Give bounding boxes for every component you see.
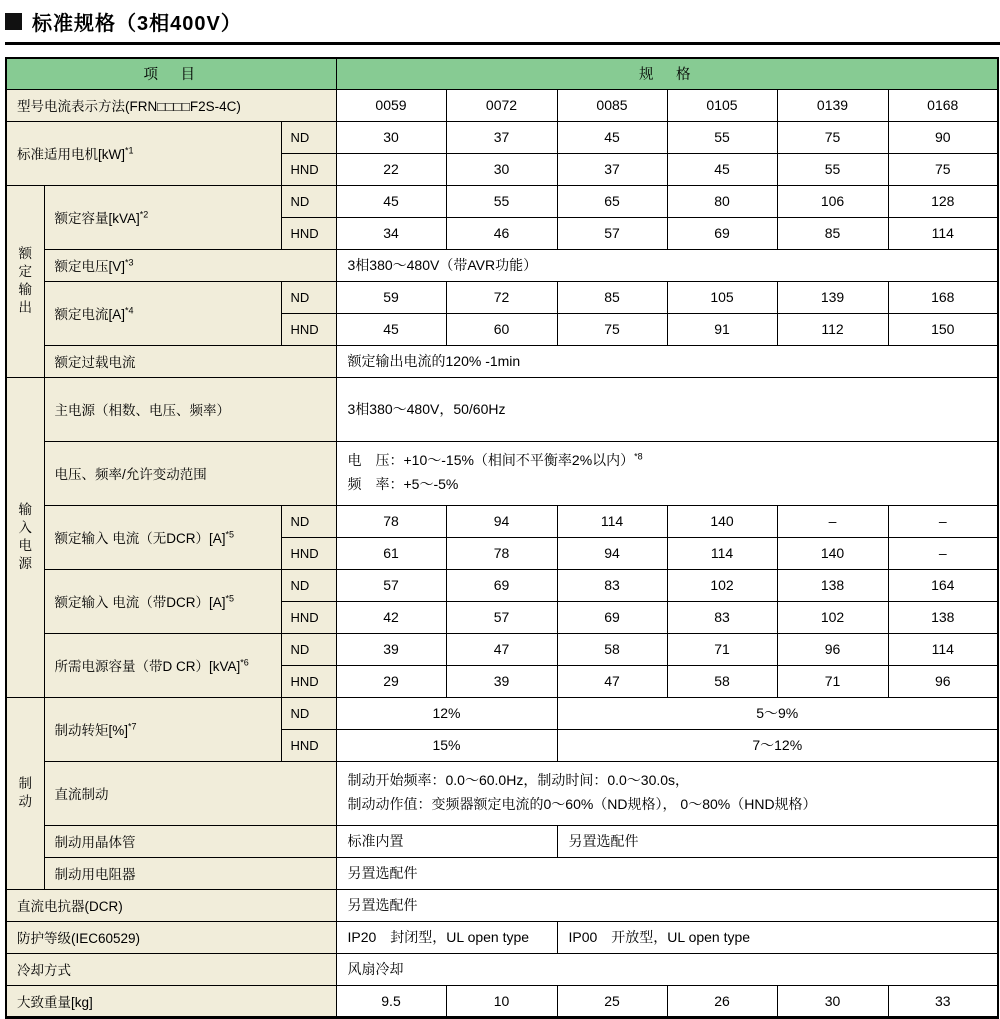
nd-cell: ND (281, 633, 336, 665)
value-brake-torque-nd-left: 12% (336, 697, 557, 729)
value-cell: – (888, 537, 998, 569)
value-brake-torque-nd-right: 5～9% (557, 697, 998, 729)
value-cell: 33 (888, 985, 998, 1017)
footnote-ref: *8 (634, 451, 643, 462)
table-row (6, 377, 998, 441)
footnote-ref: *5 (225, 529, 235, 540)
value-cell: – (777, 505, 888, 537)
label-dc-reactor: 直流电抗器(DCR) (6, 889, 336, 921)
value-cell: 78 (446, 537, 557, 569)
value-cell: 96 (777, 633, 888, 665)
value-cell: 0105 (667, 89, 777, 121)
table-row (6, 185, 998, 217)
value-cell: 47 (557, 665, 667, 697)
hnd-cell: HND (281, 729, 336, 761)
label-protection-level: 防护等级(IEC60529) (6, 921, 336, 953)
label-overload-current: 额定过载电流 (44, 345, 336, 377)
table-row (6, 825, 998, 857)
value-cell: 72 (446, 281, 557, 313)
header-item: 项 目 (6, 58, 336, 89)
hnd-cell: HND (281, 153, 336, 185)
footnote-ref: *2 (139, 209, 149, 220)
value-cooling-method: 风扇冷却 (336, 953, 998, 985)
value-cell: 138 (888, 601, 998, 633)
value-cell: 96 (888, 665, 998, 697)
value-cell: 75 (557, 313, 667, 345)
value-cell: 94 (557, 537, 667, 569)
nd-cell: ND (281, 569, 336, 601)
value-cell: 34 (336, 217, 446, 249)
value-brake-transistor-right: 另置选配件 (557, 825, 998, 857)
value-brake-transistor-left: 标准内置 (336, 825, 557, 857)
value-cell: 47 (446, 633, 557, 665)
table-row (6, 441, 998, 505)
value-brake-resistor: 另置选配件 (336, 857, 998, 889)
hnd-cell: HND (281, 217, 336, 249)
value-cell: 71 (777, 665, 888, 697)
value-cell: 114 (557, 505, 667, 537)
fluctuation-line-2: 频 率：+5～-5% (347, 476, 459, 492)
table-row (6, 505, 998, 537)
value-brake-torque-hnd-right: 7～12% (557, 729, 998, 761)
label-rated-voltage: 额定电压$[V]^{*3}$ (44, 249, 336, 281)
page-title-text: 标准规格（3相400V） (32, 13, 242, 35)
value-cell: 46 (446, 217, 557, 249)
value-cell: 57 (446, 601, 557, 633)
value-cell: 10 (446, 985, 557, 1017)
value-cell: 85 (777, 217, 888, 249)
value-cell: 45 (667, 153, 777, 185)
footnote-ref: *6 (240, 657, 249, 668)
value-cell: 0085 (557, 89, 667, 121)
value-cell: 30 (336, 121, 446, 153)
value-cell: 26 (667, 985, 777, 1017)
group-brake: 制动 (6, 697, 44, 889)
value-cell: 114 (667, 537, 777, 569)
hnd-cell: HND (281, 537, 336, 569)
footnote-ref: *4 (125, 305, 134, 316)
nd-cell: ND (281, 697, 336, 729)
value-cell: 102 (667, 569, 777, 601)
title-divider (5, 42, 1000, 45)
table-row (6, 857, 998, 889)
dc-brake-line-1: 制动开始频率：0.0～60.0Hz，制动时间：0.0～30.0s， (347, 772, 690, 789)
value-cell: 59 (336, 281, 446, 313)
value-cell: 55 (446, 185, 557, 217)
group-rated-output: 额定输出 (6, 185, 44, 377)
label-applicable-motor: 标准适用电机[kW]$^{*1}$ (6, 121, 281, 185)
value-cell: 37 (557, 153, 667, 185)
table-row (6, 953, 998, 985)
value-dc-reactor: 另置选配件 (336, 889, 998, 921)
value-cell: 69 (446, 569, 557, 601)
label-voltage-freq-fluctuation: 电压、频率/允许变动范围 (44, 441, 336, 505)
label-required-power-capacity: 所需电源容量（带D CR）[kVA]$^{*6}$ (44, 633, 281, 697)
value-cell: 150 (888, 313, 998, 345)
footnote-ref: *1 (125, 145, 134, 156)
value-cell: 25 (557, 985, 667, 1017)
value-cell: 106 (777, 185, 888, 217)
nd-cell: ND (281, 185, 336, 217)
footnote-ref: *5 (225, 593, 235, 604)
table-row (6, 281, 998, 313)
dc-brake-line-2: 制动动作值：变频器额定电流的0～60%（ND规格）， 0～80%（HND规格） (347, 796, 817, 812)
value-cell: – (888, 505, 998, 537)
table-row (6, 761, 998, 825)
label-brake-resistor: 制动用电阻器 (44, 857, 336, 889)
value-cell: 39 (336, 633, 446, 665)
value-cell: 102 (777, 601, 888, 633)
value-cell: 57 (336, 569, 446, 601)
value-cell: 128 (888, 185, 998, 217)
value-protection-left: IP20 封闭型，UL open type (336, 921, 557, 953)
table-row (6, 58, 998, 89)
value-cell: 0168 (888, 89, 998, 121)
value-cell: 139 (777, 281, 888, 313)
value-cell: 91 (667, 313, 777, 345)
value-brake-torque-hnd-left: 15% (336, 729, 557, 761)
value-cell: 0139 (777, 89, 888, 121)
hnd-cell: HND (281, 313, 336, 345)
value-cell: 90 (888, 121, 998, 153)
spec-table (5, 57, 999, 1019)
nd-cell: ND (281, 505, 336, 537)
table-row (6, 985, 998, 1017)
value-main-power: 3相380～480V，50/60Hz (336, 377, 998, 441)
value-cell: 85 (557, 281, 667, 313)
label-dc-brake: 直流制动 (44, 761, 336, 825)
fluctuation-line-1: 电 压：+10～-15%（相间不平衡率2%以内）$^{*8}$ (347, 451, 643, 469)
label-brake-torque: 制动转矩[%]$^{*7}$ (44, 697, 281, 761)
value-cell: 69 (667, 217, 777, 249)
page-title (5, 7, 1000, 36)
value-cell: 57 (557, 217, 667, 249)
value-cell: 55 (667, 121, 777, 153)
value-overload-current: 额定输出电流的120% -1min (336, 345, 998, 377)
title-bullet-square-icon (5, 13, 22, 30)
table-row (6, 569, 998, 601)
value-protection-right: IP00 开放型，UL open type (557, 921, 998, 953)
table-row (6, 121, 998, 153)
value-cell: 65 (557, 185, 667, 217)
value-cell: 45 (336, 313, 446, 345)
value-cell: 83 (667, 601, 777, 633)
value-cell: 22 (336, 153, 446, 185)
label-input-current-with-dcr: 额定输入 电流（带$DCR)[A]^{*5}$ (44, 569, 281, 633)
table-row (6, 889, 998, 921)
label-rated-capacity: 额定容量[kVA]$^{*2}$ (44, 185, 281, 249)
value-cell: 114 (888, 217, 998, 249)
value-cell: 71 (667, 633, 777, 665)
value-cell: 60 (446, 313, 557, 345)
value-cell: 105 (667, 281, 777, 313)
label-cooling-method: 冷却方式 (6, 953, 336, 985)
value-cell: 112 (777, 313, 888, 345)
value-cell: 168 (888, 281, 998, 313)
table-row (6, 249, 998, 281)
value-cell: 138 (777, 569, 888, 601)
value-cell: 80 (667, 185, 777, 217)
value-cell: 114 (888, 633, 998, 665)
footnote-ref: *3 (125, 257, 134, 268)
value-cell: 83 (557, 569, 667, 601)
header-spec: 规 格 (336, 58, 998, 89)
title-bar (0, 0, 1000, 45)
nd-cell: ND (281, 281, 336, 313)
value-cell: 140 (777, 537, 888, 569)
value-cell: 78 (336, 505, 446, 537)
value-cell: 69 (557, 601, 667, 633)
value-cell: 9.5 (336, 985, 446, 1017)
value-cell: 45 (336, 185, 446, 217)
value-cell: 0072 (446, 89, 557, 121)
label-approx-weight: 大致重量[kg] (6, 985, 336, 1017)
value-cell: 29 (336, 665, 446, 697)
value-cell: 30 (777, 985, 888, 1017)
value-dc-brake (336, 761, 998, 825)
label-input-current-without-dcr: 额定输入 电流（无$DCR)[A]^{*5}$ (44, 505, 281, 569)
table-row (6, 89, 998, 121)
value-cell: 30 (446, 153, 557, 185)
value-cell: 42 (336, 601, 446, 633)
value-cell: 0059 (336, 89, 446, 121)
hnd-cell: HND (281, 665, 336, 697)
value-cell: 45 (557, 121, 667, 153)
value-cell: 55 (777, 153, 888, 185)
value-cell: 58 (557, 633, 667, 665)
label-model-code: 型号电流表示方法(FRN□□□□F2S-4C) (6, 89, 336, 121)
table-row (6, 697, 998, 729)
value-voltage-freq-fluctuation (336, 441, 998, 505)
value-cell: 140 (667, 505, 777, 537)
value-cell: 94 (446, 505, 557, 537)
table-row (6, 345, 998, 377)
value-cell: 75 (777, 121, 888, 153)
label-main-power: 主电源（相数、电压、频率） (44, 377, 336, 441)
footnote-ref: *7 (128, 721, 137, 732)
table-row (6, 633, 998, 665)
value-rated-voltage: 3相380～480V（带AVR功能） (336, 249, 998, 281)
group-input-power: 输入电源 (6, 377, 44, 697)
label-brake-transistor: 制动用晶体管 (44, 825, 336, 857)
value-cell: 58 (667, 665, 777, 697)
value-cell: 164 (888, 569, 998, 601)
nd-cell: ND (281, 121, 336, 153)
value-cell: 61 (336, 537, 446, 569)
value-cell: 75 (888, 153, 998, 185)
hnd-cell: HND (281, 601, 336, 633)
label-rated-current: 额定电流$[A]^{*4}$ (44, 281, 281, 345)
table-row (6, 921, 998, 953)
value-cell: 37 (446, 121, 557, 153)
value-cell: 39 (446, 665, 557, 697)
